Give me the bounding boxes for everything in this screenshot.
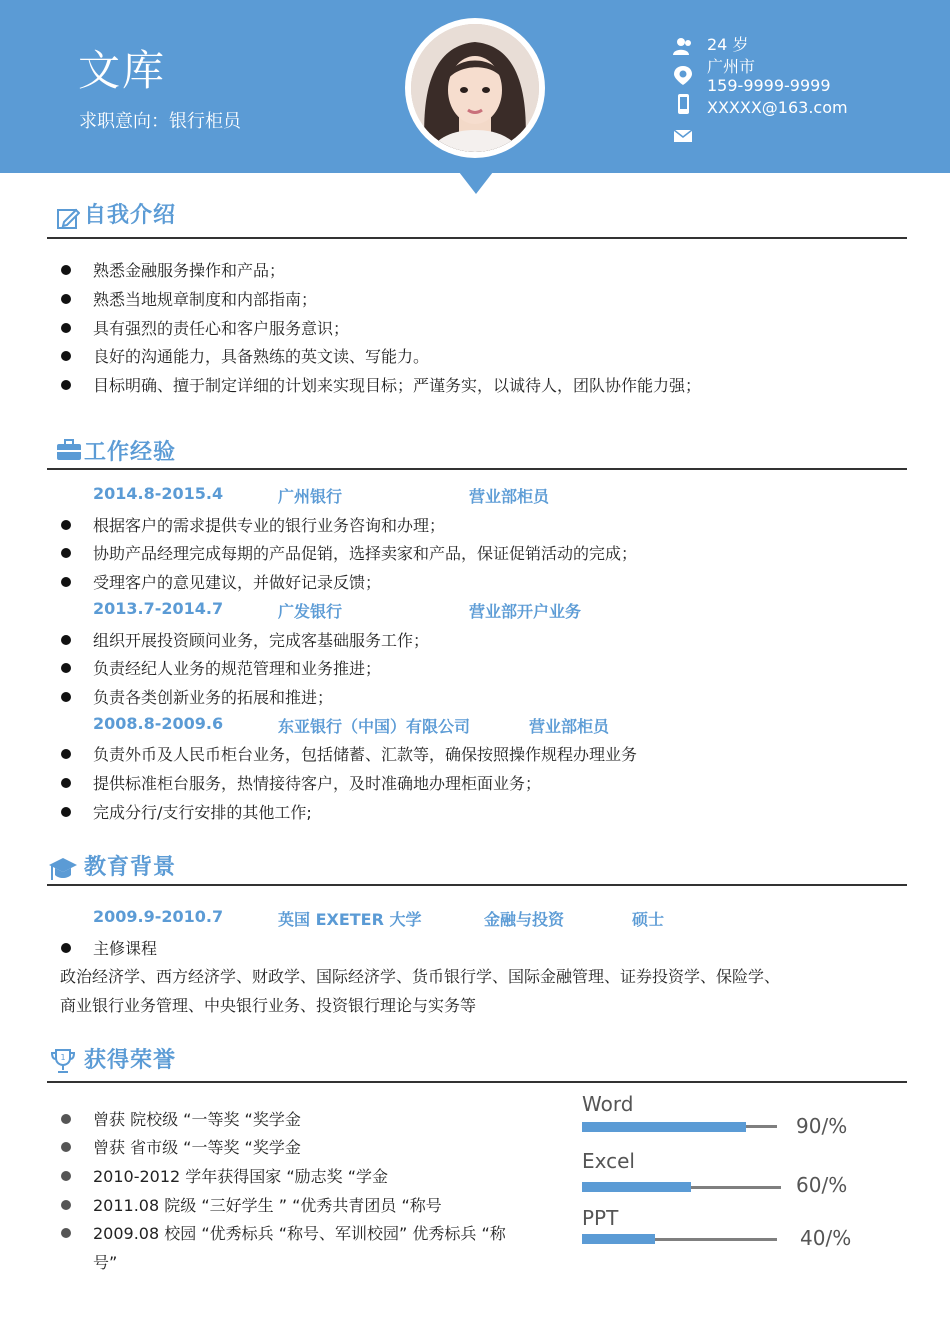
list-item: 组织开展投资顾问业务，完成客基础服务工作； (60, 628, 900, 652)
edu-period: 2009.9-2010.7 (93, 907, 224, 926)
list-item: 负责经纪人业务的规范管理和业务推进； (60, 656, 900, 680)
trophy-icon (50, 1048, 76, 1074)
candidate-name: 文库 (78, 46, 167, 95)
contact-city: 广州市 (707, 57, 756, 76)
courses-line: 政治经济学、西方经济学、财政学、国际经济学、货币银行学、国际金融管理、证券投资学、保险学、 (60, 967, 781, 986)
job-company: 广发银行 (278, 602, 343, 621)
job-role: 营业部柜员 (469, 487, 550, 506)
job-company: 东亚银行（中国）有限公司 (278, 717, 471, 736)
job-company: 广州银行 (278, 487, 343, 506)
list-item: 完成分行/支行安排的其他工作; (60, 800, 900, 824)
list-item: 目标明确、擅于制定详细的计划来实现目标；严谨务实，以诚待人，团队协作能力强； (60, 373, 900, 397)
education-header (93, 907, 893, 931)
section-title-work: 工作经验 (84, 440, 177, 465)
skill-bar (582, 1182, 691, 1192)
job-intent: 求职意向：银行柜员 (79, 111, 241, 132)
job-role: 营业部开户业务 (469, 602, 582, 621)
contact-age: 24 岁 (707, 35, 749, 54)
section-divider (47, 468, 907, 470)
job-header (93, 484, 893, 508)
edu-major: 金融与投资 (484, 910, 565, 929)
skill-percent: 40/% (800, 1226, 852, 1250)
job-header (93, 599, 893, 623)
header-pointer (459, 172, 493, 194)
mail-icon (672, 126, 694, 146)
section-divider (47, 237, 907, 239)
list-item: 根据客户的需求提供专业的银行业务咨询和办理； (60, 513, 900, 537)
briefcase-icon (56, 439, 82, 461)
skill-name: PPT (582, 1206, 619, 1230)
list-item: 熟悉金融服务操作和产品； (60, 258, 900, 282)
list-item: 提供标准柜台服务，热情接待客户，及时准确地办理柜面业务； (60, 771, 900, 795)
list-item: 主修课程 (60, 936, 900, 960)
skill-bar (582, 1122, 746, 1132)
section-title-education: 教育背景 (84, 855, 177, 880)
list-item: 曾获 省市级 “一等奖 “奖学金 (60, 1135, 560, 1159)
edu-degree: 硕士 (632, 910, 665, 929)
skill-percent: 60/% (796, 1173, 848, 1197)
contact-email: XXXXX@163.com (707, 98, 848, 117)
job-header (93, 714, 893, 738)
edu-school: 英国 EXETER 大学 (278, 910, 422, 929)
skill-bar (582, 1234, 655, 1244)
section-divider (47, 1081, 907, 1083)
list-item: 2011.08 院级 “三好学生 ” “优秀共青团员 “称号 (60, 1193, 560, 1217)
list-item: 协助产品经理完成每期的产品促销，选择卖家和产品，保证促销活动的完成； (60, 541, 900, 565)
job-period: 2008.8-2009.6 (93, 714, 224, 733)
courses-line: 商业银行业务管理、中央银行业务、投资银行理论与实务等 (60, 996, 477, 1015)
skill-name: Excel (582, 1149, 635, 1173)
job-role: 营业部柜员 (529, 717, 610, 736)
location-pin-icon (672, 65, 694, 85)
list-item: 良好的沟通能力，具备熟练的英文读、写能力。 (60, 344, 900, 368)
edit-icon (56, 206, 80, 230)
list-item: 负责外币及人民币柜台业务，包括储蓄、汇款等，确保按照操作规程办理业务 (60, 742, 900, 766)
section-title-honors: 获得荣誉 (84, 1048, 177, 1073)
list-item: 受理客户的意见建议，并做好记录反馈； (60, 570, 900, 594)
skill-name: Word (582, 1092, 634, 1116)
user-icon (672, 36, 694, 56)
list-item: 熟悉当地规章制度和内部指南； (60, 287, 900, 311)
skill-percent: 90/% (796, 1114, 848, 1138)
list-item: 曾获 院校级 “一等奖 “奖学金 (60, 1107, 560, 1131)
list-item: 负责各类创新业务的拓展和推进； (60, 685, 900, 709)
section-divider (47, 884, 907, 886)
graduation-cap-icon (47, 856, 79, 882)
section-title-intro: 自我介绍 (84, 203, 177, 228)
job-period: 2014.8-2015.4 (93, 484, 224, 503)
contact-phone: 159-9999-9999 (707, 76, 831, 95)
list-item: 2009.08 校园 “优秀标兵 “称号、军训校园” 优秀标兵 “称 (60, 1221, 560, 1245)
list-item: 2010-2012 学年获得国家 “励志奖 “学金 (60, 1164, 560, 1188)
svg-text:1: 1 (60, 1053, 66, 1062)
list-item: 具有强烈的责任心和客户服务意识； (60, 316, 900, 340)
job-period: 2013.7-2014.7 (93, 599, 224, 618)
avatar-frame (405, 18, 545, 158)
avatar (411, 24, 539, 152)
list-item-wrap: 号” (93, 1253, 118, 1272)
phone-icon (672, 94, 694, 114)
